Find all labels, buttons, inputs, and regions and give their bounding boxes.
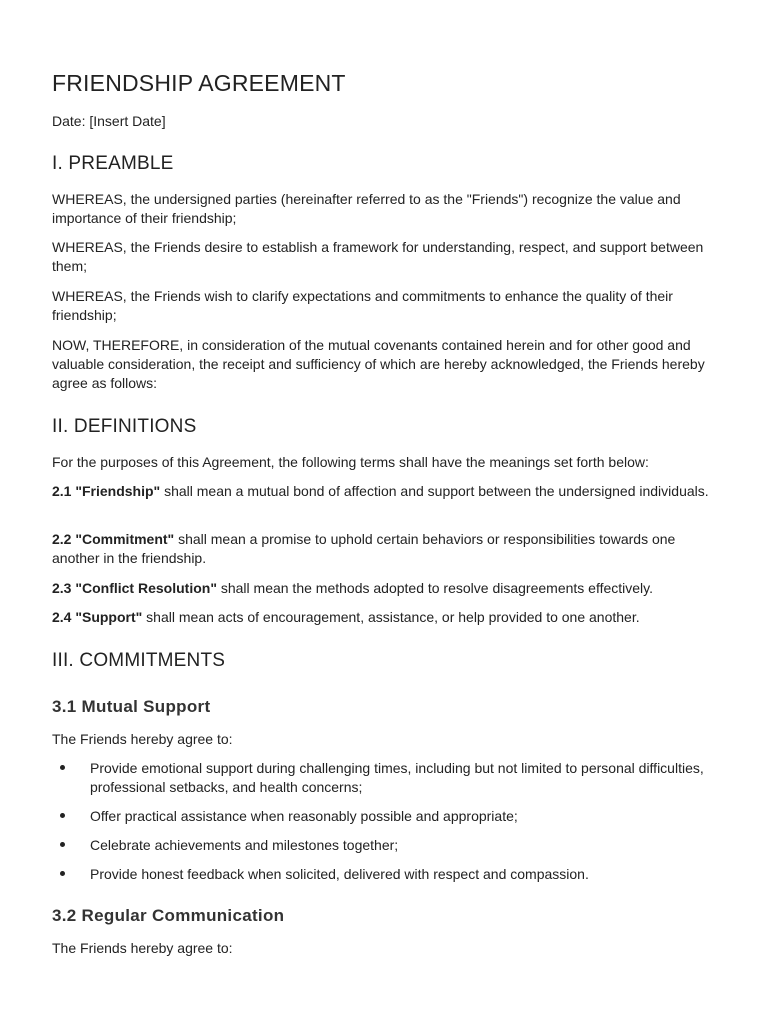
mutual-support-heading: 3.1 Mutual Support [52, 697, 211, 716]
definition-term: 2.1 "Friendship" [52, 483, 161, 499]
preamble-heading: I. PREAMBLE [52, 153, 174, 174]
definition-term: 2.3 "Conflict Resolution" [52, 580, 217, 596]
preamble-paragraph: WHEREAS, the Friends wish to clarify expectations and commitments to enhance the quality of their friendship; [52, 288, 673, 323]
preamble-paragraph: WHEREAS, the Friends desire to establish a framework for understanding, respect, and support between them; [52, 239, 704, 274]
list-item-text: Provide honest feedback when solicited, delivered with respect and compassion. [90, 866, 589, 882]
bullet-icon [60, 813, 65, 818]
bullet-icon [60, 765, 65, 770]
list-item-text: Provide emotional support during challenging times, including but not limited to personal difficulties, professional setbacks, and health concerns; [90, 760, 704, 795]
commitments-heading: III. COMMITMENTS [52, 650, 226, 671]
preamble-paragraph: WHEREAS, the undersigned parties (hereinafter referred to as the "Friends") recognize the value and importance of their friendship; [52, 191, 681, 226]
definition-text: shall mean acts of encouragement, assistance, or help provided to one another. [142, 609, 640, 625]
definition-item [52, 608, 724, 627]
mutual-support-intro: The Friends hereby agree to: [52, 731, 233, 747]
preamble-paragraph: NOW, THEREFORE, in consideration of the mutual covenants contained herein and for other good and valuable consideration, the receipt and sufficiency of which are hereby acknowledged, the Friends hereby agree as follows: [52, 337, 705, 391]
list-item-text: Celebrate achievements and milestones together; [90, 837, 399, 853]
definition-item [52, 530, 724, 568]
list-item-text: Offer practical assistance when reasonably possible and appropriate; [90, 808, 518, 824]
regular-communication-heading: 3.2 Regular Communication [52, 906, 285, 925]
regular-communication-intro: The Friends hereby agree to: [52, 940, 233, 956]
definition-term: 2.4 "Support" [52, 609, 143, 625]
bullet-icon [60, 842, 65, 847]
definition-item [52, 579, 724, 598]
definition-item [52, 482, 724, 501]
definition-text: shall mean the methods adopted to resolve disagreements effectively. [216, 580, 654, 596]
definitions-heading: II. DEFINITIONS [52, 416, 197, 437]
definition-text: shall mean a promise to uphold certain behaviors or responsibilities towards one another in the friendship. [52, 531, 676, 566]
definition-text: shall mean a mutual bond of affection and support between the undersigned individuals. [160, 483, 709, 499]
document-title: FRIENDSHIP AGREEMENT [52, 70, 346, 96]
date-line: Date: [Insert Date] [52, 113, 166, 129]
bullet-icon [60, 871, 65, 876]
definition-term: 2.2 "Commitment" [52, 531, 175, 547]
definitions-intro: For the purposes of this Agreement, the following terms shall have the meanings set forth below: [52, 454, 649, 470]
